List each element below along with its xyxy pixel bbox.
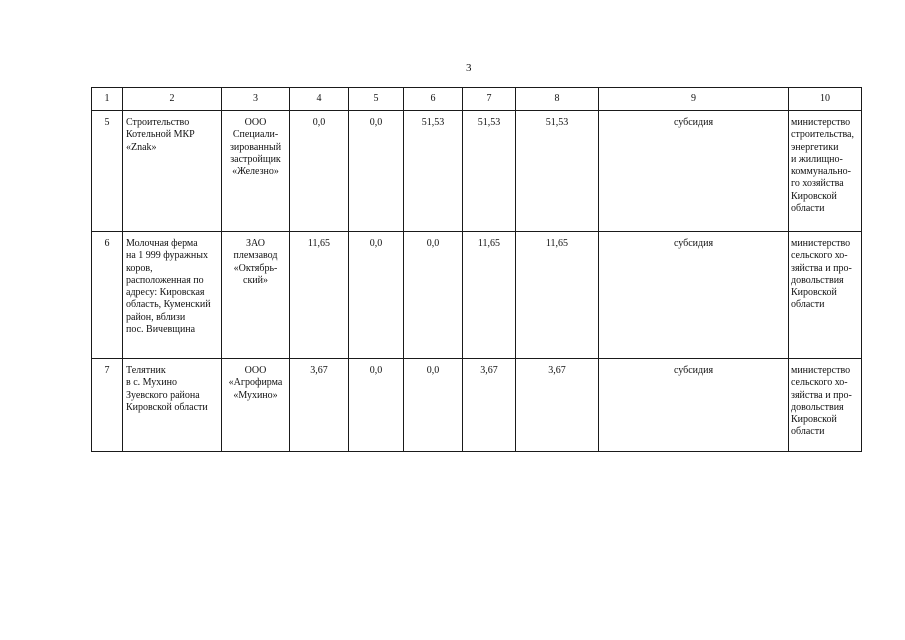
ministry-cell: министерство строительства, энергетики и жилищно- коммунально- го хозяйства Кировской области [789,111,862,232]
organization-cell: ООО Специали- зированный застройщик «Железно» [222,111,290,232]
column-header: 3 [222,88,290,111]
organization-cell: ЗАО племзавод «Октябрь- ский» [222,232,290,359]
subsidy-table [91,87,862,452]
row-number: 6 [92,232,123,359]
value-col-4: 0,0 [290,111,349,232]
funding-source-cell: субсидия [599,232,789,359]
value-col-7: 3,67 [463,359,516,452]
column-header: 10 [789,88,862,111]
table-row [92,359,862,452]
column-header: 7 [463,88,516,111]
row-number: 7 [92,359,123,452]
organization-cell: ООО «Агрофирма «Мухино» [222,359,290,452]
funding-source-cell: субсидия [599,111,789,232]
object-name-cell: Строительство Котельной МКР «Znak» [123,111,222,232]
value-col-5: 0,0 [349,359,404,452]
column-header: 8 [516,88,599,111]
column-header: 9 [599,88,789,111]
value-col-4: 3,67 [290,359,349,452]
page-number: 3 [466,62,472,74]
value-col-8: 11,65 [516,232,599,359]
table-row [92,111,862,232]
value-col-7: 51,53 [463,111,516,232]
value-col-4: 11,65 [290,232,349,359]
column-header: 4 [290,88,349,111]
value-col-7: 11,65 [463,232,516,359]
ministry-cell: министерство сельского хо- зяйства и про- довольствия Кировской области [789,232,862,359]
ministry-cell: министерство сельского хо- зяйства и про- довольствия Кировской области [789,359,862,452]
value-col-5: 0,0 [349,111,404,232]
column-header: 6 [404,88,463,111]
column-header: 1 [92,88,123,111]
value-col-6: 0,0 [404,232,463,359]
column-header: 2 [123,88,222,111]
object-name-cell: Молочная ферма на 1 999 фуражных коров, расположенная по адресу: Кировская область, Куменский район, вблизи пос. Вичевщина [123,232,222,359]
value-col-8: 3,67 [516,359,599,452]
row-number: 5 [92,111,123,232]
column-header: 5 [349,88,404,111]
funding-source-cell: субсидия [599,359,789,452]
value-col-8: 51,53 [516,111,599,232]
table-header-row [92,88,862,111]
value-col-6: 51,53 [404,111,463,232]
value-col-5: 0,0 [349,232,404,359]
value-col-6: 0,0 [404,359,463,452]
table-row [92,232,862,359]
object-name-cell: Телятник в с. Мухино Зуевского района Кировской области [123,359,222,452]
